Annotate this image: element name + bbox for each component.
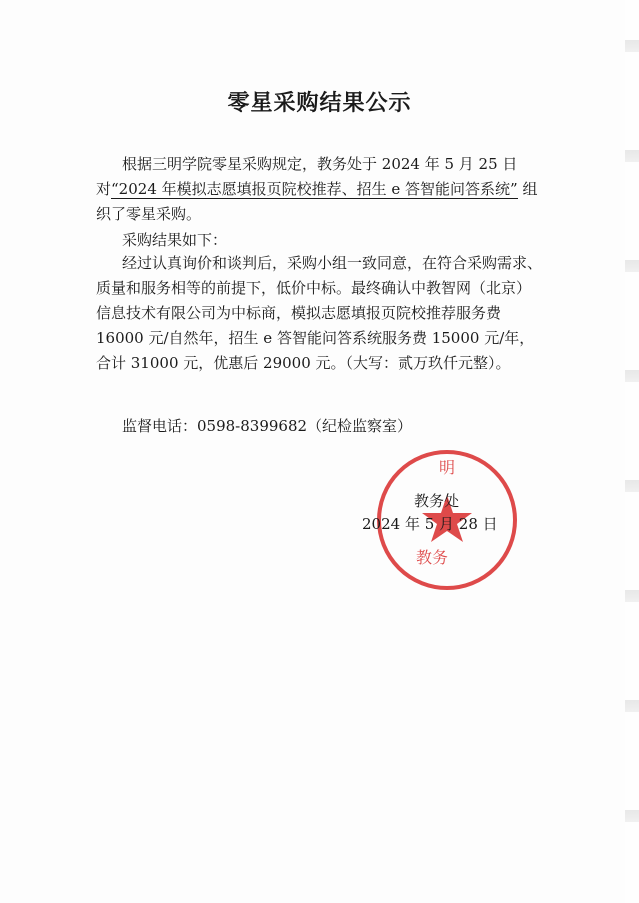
signature-date: 2024 年 5 月 28 日	[362, 515, 498, 533]
seal-text-top: 明	[438, 458, 456, 477]
scan-edge-artifact	[625, 0, 639, 903]
paragraph-intro-text: 根据三明学院零星采购规定，教务处于 2024 年 5 月 25 日对	[96, 155, 518, 198]
project-name-underlined: “2024 年模拟志愿填报页院校推荐、招生 e 答智能问答系统”	[111, 180, 518, 198]
signature-department: 教务处	[414, 492, 460, 510]
paragraph-results-heading: 采购结果如下：	[122, 231, 228, 249]
paragraph-results: 经过认真询价和谈判后，采购小组一致同意，在符合采购需求、质量和服务相等的前提下，低价中标。最终确认中教智网（北京）信息技术有限公司为中标商，模拟志愿填报页院校推荐服务费 16000 元/自然年，招生 e 答智能问答系统服务费 15000 元/年，合计 31000 元，优惠后 29000 元。（大写：贰万玖仟元整）。	[96, 254, 543, 372]
seal-text-bottom: 教务	[415, 548, 449, 567]
paragraph-intro-tail: 组织了零星采购。	[96, 180, 538, 223]
supervision-phone: 监督电话：0598-8399682（纪检监察室）	[122, 417, 413, 435]
paragraph-intro	[96, 152, 544, 227]
document-title: 零星采购结果公示	[227, 90, 412, 116]
